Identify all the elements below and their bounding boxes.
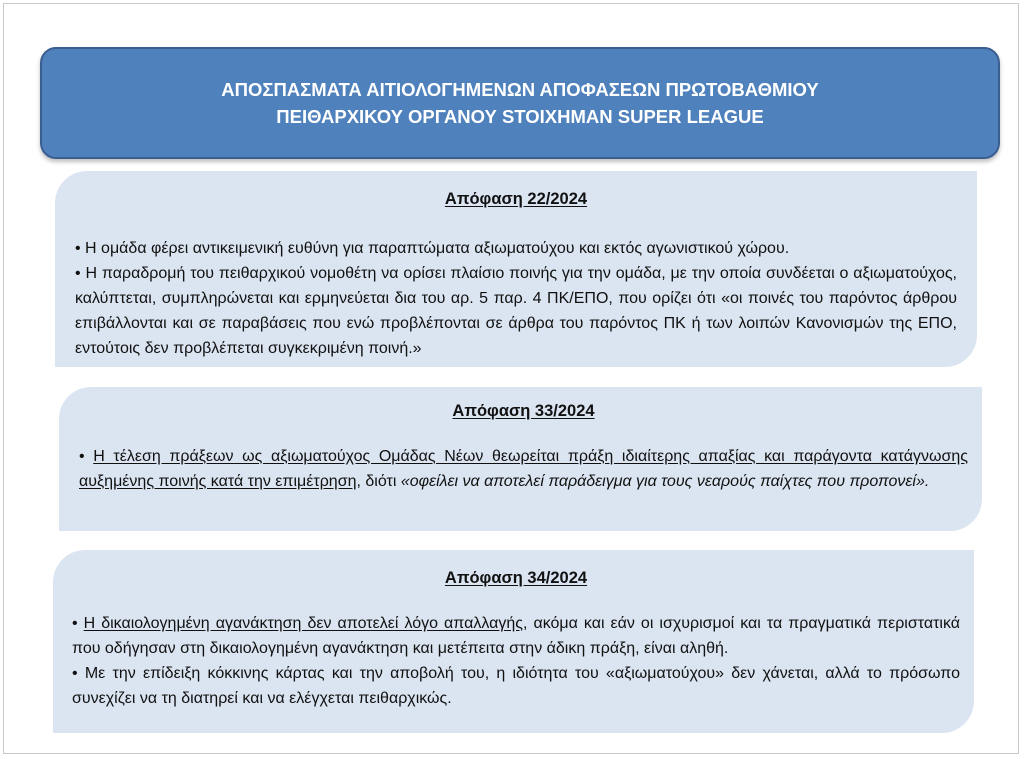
title-line-2: ΠΕΙΘΑΡΧΙΚΟΥ ΟΡΓΑΝΟΥ STOIXHMAN SUPER LEAGUE	[276, 106, 764, 127]
decision-panel-34-2024	[53, 550, 974, 733]
underlined-text: Η τέλεση πράξεων ως αξιωματούχος Ομάδας Νέων θεωρείται πράξη ιδιαίτερης απαξίας και παράγοντα κατάγνωσης αυξημένης ποινής κατά την επιμέτρηση	[79, 448, 969, 490]
bullet-marker: •	[79, 448, 94, 465]
decision-panel-33-2024	[59, 387, 982, 531]
decision-bullet: • Η ομάδα φέρει αντικειμενική ευθύνη για παραπτώματα αξιωματούχου και εκτός αγωνιστικού χώρου.	[75, 240, 790, 257]
decision-bullet	[72, 611, 960, 661]
decision-heading: Απόφαση 34/2024	[444, 569, 588, 587]
title-line-1: ΑΠΟΣΠΑΣΜΑΤΑ ΑΙΤΙΟΛΟΓΗΜΕΝΩΝ ΑΠΟΦΑΣΕΩΝ ΠΡΩΤΟΒΑΘΜΙΟΥ	[221, 79, 819, 100]
decision-body	[72, 611, 960, 711]
decision-heading: Απόφαση 33/2024	[452, 402, 595, 420]
plain-text: , διότι	[356, 473, 401, 490]
decision-body	[79, 444, 968, 494]
italic-quote: «οφείλει να αποτελεί παράδειγμα για τους νεαρούς παίχτες που προπονεί».	[400, 473, 930, 490]
decision-body	[75, 236, 957, 361]
plain-text: , ακόμα και εάν οι ισχυρισμοί και τα πραγματικά περιστατικά που οδήγησαν στη δικαιολογημένη αγανάκτηση και μετέπειτα στην άδικη πράξη, είναι αληθή.	[72, 615, 961, 657]
decision-bullet: • Με την επίδειξη κόκκινης κάρτας και την αποβολή του, η ιδιότητα του «αξιωματούχου» δεν χάνεται, αλλά το πρόσωπο συνεχίζει να τη διατηρεί και να ελέγχεται πειθαρχικώς.	[72, 665, 960, 707]
underlined-text: Η δικαιολογημένη αγανάκτηση δεν αποτελεί λόγο απαλλαγής	[83, 615, 523, 632]
decision-bullet	[79, 444, 968, 494]
bullet-marker: •	[72, 615, 84, 632]
decision-bullet: • Η παραδρομή του πειθαρχικού νομοθέτη να ορίσει πλαίσιο ποινής για την ομάδα, με την οποία συνδέεται ο αξιωματούχος, καλύπτεται, συμπληρώνεται και ερμηνεύεται δια του αρ. 5 παρ. 4 ΠΚ/ΕΠΟ, που ορίζει ότι «οι ποινές του παρόντος άρθρου επιβάλλονται και σε παραβάσεις που ενώ προβλέπονται σε άρθρα του παρόντος ΠΚ ή των λοιπών Κανονισμών της ΕΠΟ, εντούτοις δεν προβλέπεται συγκεκριμένη ποινή.»	[75, 265, 957, 357]
decision-panel-22-2024	[55, 171, 977, 367]
decision-heading: Απόφαση 22/2024	[444, 190, 588, 208]
title-banner	[40, 47, 1000, 159]
